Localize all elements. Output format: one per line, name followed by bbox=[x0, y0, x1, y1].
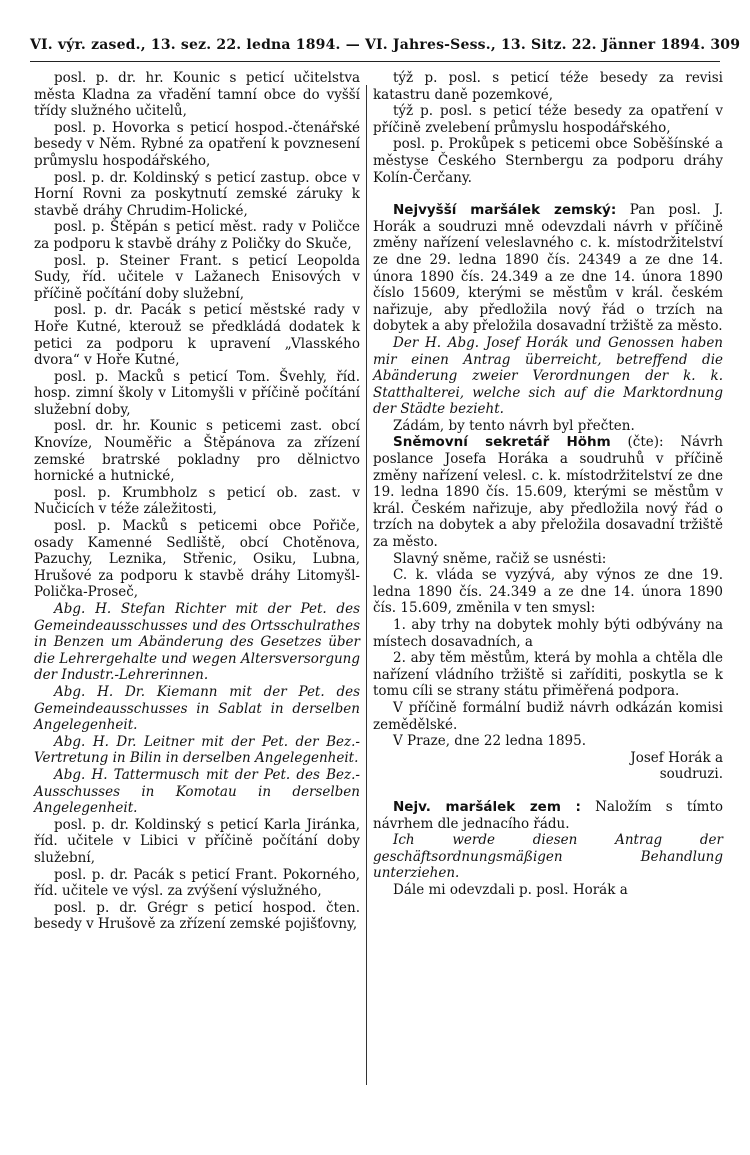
paragraph-text: Abg. H. Stefan Richter mit der Pet. des Gemeindeausschusses und des Ortsschulrathes in Benzen um Abänderung des Gesetzes über die Lehrergehalte und wegen Altersversorgung der Industr.-Lehrerinnen. bbox=[34, 601, 360, 684]
paragraph-text: posl. p. dr. Grégr s peticí hospod. čten. besedy v Hrušově za zřízení zemské pojišťovny, bbox=[34, 899, 360, 933]
paragraph bbox=[373, 733, 723, 750]
right-column bbox=[373, 70, 723, 899]
speaker-name: Sněmovní sekretář Höhm bbox=[393, 434, 611, 451]
paragraph bbox=[373, 70, 723, 103]
paragraph-text: týž p. posl. s peticí téže besedy za revisi katastru daně pozemkové, bbox=[373, 70, 723, 103]
paragraph-text: soudruzi. bbox=[659, 766, 723, 783]
paragraph-text: Pan posl. J. Horák a soudruzi mně odevzdali návrh v příčině změny nařízení veleslavného c. k. místodržitelství ze dne 29. ledna 1890 čís. 24349 a ze dne 14. února 1890 čís. 24.349 a ze dne 14. února 1890 číslo 15609, kterými se městům v král. českém nařizuje, aby předložila nový řád o trzích na dobytek a aby přeložila dosavadní tržiště za město. bbox=[373, 202, 723, 335]
paragraph bbox=[34, 867, 360, 900]
paragraph bbox=[373, 103, 723, 136]
paragraph-text: posl. p. dr. Pacák s peticí Frant. Pokorného, říd. učitele ve výsl. za zvýšení výslužného, bbox=[34, 866, 360, 900]
paragraph-text: 2. aby těm městům, která by mohla a chtěla dle nařízení vládního tržiště si zaříditi, poskytla se k tomu cíli se strany státu přiměřená podpora. bbox=[373, 650, 723, 700]
paragraph bbox=[373, 799, 723, 832]
paragraph-text: Zádám, by tento návrh byl přečten. bbox=[393, 417, 635, 434]
paragraph-text: posl. p. Macků s peticemi obce Pořiče, osady Kamenné Sedliště, obcí Chotěnova, Pazuchy, Leznika, Střenic, Osiku, Lubna, Hrušové za podporu k stavbě dráhy Litomyšl-Polička-Proseč, bbox=[34, 518, 360, 601]
paragraph-text: posl. p. Hovorka s peticí hospod.-čtenářské besedy v Něm. Rybné za opatření k povznesení průmyslu hospodářského, bbox=[34, 119, 360, 169]
paragraph-text: Dále mi odevzdali p. posl. Horák a bbox=[393, 881, 628, 898]
paragraph bbox=[373, 750, 723, 767]
paragraph-text: posl. p. Macků s peticí Tom. Švehly, říd. hosp. zimní školy v Litomyšli v příčině počítání služební doby, bbox=[34, 368, 360, 418]
paragraph bbox=[34, 369, 360, 419]
paragraph-text: Ich werde diesen Antrag der geschäftsordnungsmäßigen Behandlung unterziehen. bbox=[373, 832, 723, 882]
page-header bbox=[30, 37, 741, 59]
paragraph-text: (čte): Návrh poslance Josefa Horáka a soudruhů v příčině změny nařízení velesl. c. k. místodržitelství ze dne 19. ledna 1890 čís. 15.609, kterými se městům v král. Českém nařizuje, aby předložila nový řád o trzích na dobytek a aby přeložila dosavadní tržiště za město. bbox=[373, 434, 723, 551]
paragraph-text: posl. dr. hr. Kounic s peticemi zast. obcí Knovíze, Nouměřic a Štěpánova za zřízení zemské bratrské pokladny pro dělnictvo hornické a hutnické, bbox=[34, 418, 360, 485]
paragraph bbox=[373, 700, 723, 733]
paragraph bbox=[34, 900, 360, 933]
paragraph-text: posl. p. dr. hr. Kounic s peticí učitelstva města Kladna za vřadění tamní obce do vyšší třídy služného učitelů, bbox=[34, 70, 360, 120]
paragraph-text: posl. p. Steiner Frant. s peticí Leopolda Sudy, říd. učitele v Lažanech Enisových v příčině počítání doby služební, bbox=[34, 252, 360, 302]
paragraph bbox=[373, 567, 723, 617]
paragraph bbox=[34, 485, 360, 518]
paragraph bbox=[34, 120, 360, 170]
column-divider bbox=[366, 85, 367, 1085]
paragraph-text: Der H. Abg. Josef Horák und Genossen haben mir einen Antrag überreicht, betreffend die Abänderung zweier Verordnungen der k. k. Statthalterei, welche sich auf die Marktordnung der Städte bezieht. bbox=[373, 334, 723, 418]
paragraph bbox=[373, 202, 723, 335]
paragraph-gap bbox=[373, 783, 723, 799]
paragraph-text: C. k. vláda se vyzývá, aby výnos ze dne 19. ledna 1890 čís. 24.349 a ze dne 14. února 1890 čís. 15.609, změnila v ten smysl: bbox=[373, 567, 723, 617]
speaker-name: Nejvyšší maršálek zemský: bbox=[393, 202, 617, 219]
paragraph bbox=[34, 601, 360, 684]
paragraph bbox=[373, 766, 723, 783]
paragraph-text: týž p. posl. s peticí téže besedy za opatření v příčině zvelebení průmyslu hospodářského, bbox=[373, 103, 723, 136]
paragraph-text: Slavný sněme, račiž se usnésti: bbox=[393, 550, 607, 567]
paragraph-text: V příčině formální budiž návrh odkázán komisi zemědělské. bbox=[373, 699, 723, 733]
paragraph bbox=[373, 617, 723, 650]
paragraph-text: Abg. H. Dr. Leitner mit der Pet. der Bez.-Vertretung in Bilin in derselben Angelegenheit. bbox=[34, 733, 360, 767]
paragraph-text: posl. p. Prokůpek s peticemi obce Soběšínské a městyse Českého Sternbergu za podporu dráhy Kolín-Čerčany. bbox=[373, 136, 723, 186]
paragraph bbox=[34, 302, 360, 368]
paragraph-text: posl. p. dr. Koldinský s peticí zastup. obce v Horní Rovni za poskytnutí zemské záruky k stavbě dráhy Chrudim-Holické, bbox=[34, 169, 360, 219]
paragraph bbox=[373, 650, 723, 700]
paragraph bbox=[373, 136, 723, 186]
paragraph bbox=[34, 418, 360, 484]
paragraph-text: posl. p. Krumbholz s peticí ob. zast. v Nučicích v téže záležitosti, bbox=[34, 484, 360, 518]
paragraph bbox=[34, 684, 360, 734]
paragraph-text: posl. p. Štěpán s peticí měst. rady v Poličce za podporu k stavbě dráhy z Poličky do Skuče, bbox=[34, 219, 360, 252]
paragraph bbox=[373, 551, 723, 568]
paragraph bbox=[34, 70, 360, 120]
paragraph-text: posl. p. dr. Pacák s peticí městské rady v Hoře Kutné, kterouž se předkládá dodatek k petici za podporu k upravení „Vlasského dvora“ v Hoře Kutné, bbox=[34, 302, 360, 369]
paragraph-text: Josef Horák a bbox=[630, 749, 723, 766]
header-rule bbox=[30, 61, 720, 62]
paragraph-text: Naložím s tímto návrhem dle jednacího řádu. bbox=[373, 798, 724, 832]
paragraph bbox=[373, 418, 723, 435]
paragraph bbox=[34, 253, 360, 303]
paragraph bbox=[373, 434, 723, 550]
paragraph-text: Abg. H. Dr. Kiemann mit der Pet. des Gemeindeausschusses in Sablat in derselben Angelegenheit. bbox=[34, 683, 360, 734]
paragraph bbox=[373, 882, 723, 899]
paragraph bbox=[373, 335, 723, 418]
paragraph-text: 1. aby trhy na dobytek mohly býti odbývány na místech dosavadních, a bbox=[373, 617, 723, 650]
running-head: VI. výr. zased., 13. sez. 22. ledna 1894. — VI. Jahres-Sess., 13. Sitz. 22. Jänner 1894. 309 bbox=[30, 37, 741, 53]
left-column bbox=[34, 70, 360, 933]
paragraph-gap bbox=[373, 186, 723, 202]
paragraph-text: posl. p. dr. Koldinský s peticí Karla Jiránka, říd. učitele v Libici v příčině počítání doby služební, bbox=[34, 816, 360, 866]
speaker-name: Nejv. maršálek zem : bbox=[393, 798, 581, 815]
paragraph bbox=[34, 219, 360, 252]
paragraph bbox=[34, 734, 360, 767]
paragraph-text: V Praze, dne 22 ledna 1895. bbox=[393, 733, 587, 750]
paragraph-text: Abg. H. Tattermusch mit der Pet. des Bez.-Ausschusses in Komotau in derselben Angelegenheit. bbox=[34, 766, 360, 817]
paragraph bbox=[34, 170, 360, 220]
paragraph bbox=[373, 832, 723, 882]
paragraph bbox=[34, 817, 360, 867]
paragraph bbox=[34, 518, 360, 601]
paragraph bbox=[34, 767, 360, 817]
